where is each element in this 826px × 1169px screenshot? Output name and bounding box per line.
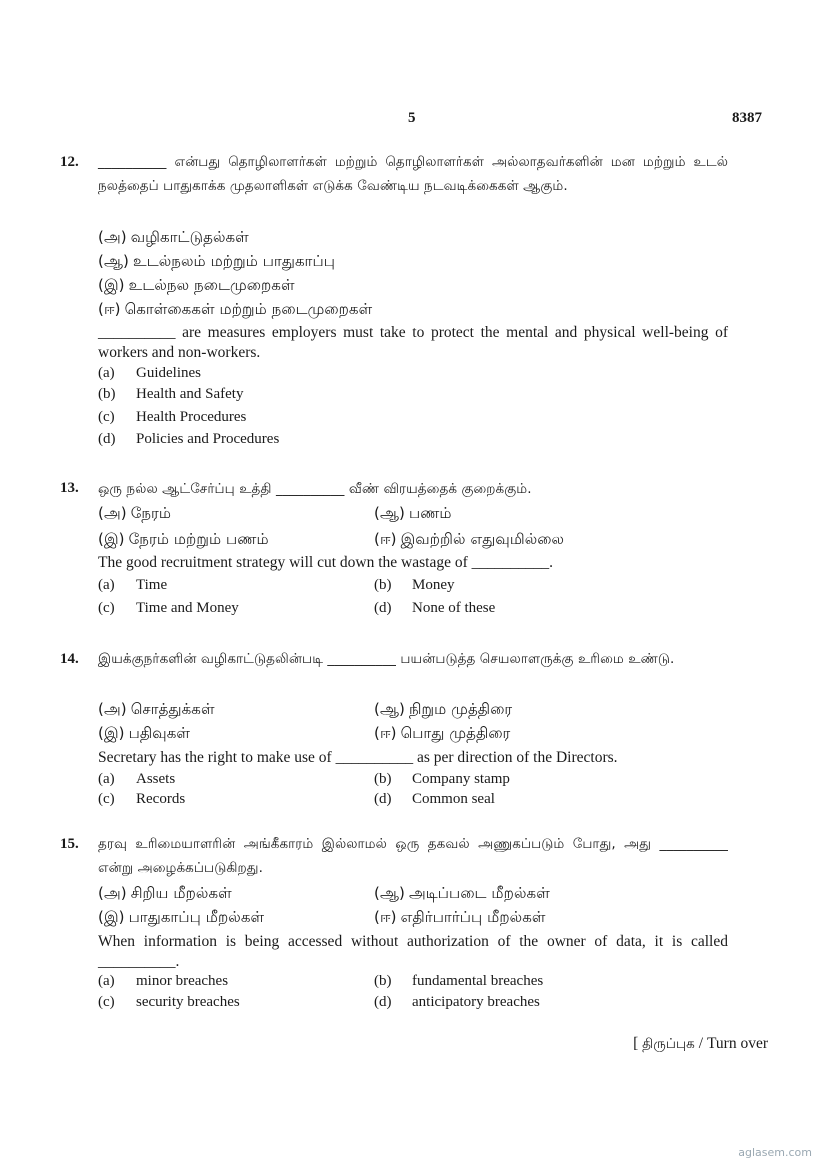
option-tamil (98, 700, 215, 720)
option-english (98, 431, 279, 448)
option-label: (a) (98, 771, 115, 787)
option-label: (c) (98, 409, 115, 425)
option-tamil (98, 504, 171, 524)
option-label: (அ) (98, 884, 127, 902)
option-tamil (98, 530, 269, 550)
option-label: (அ) (98, 504, 127, 522)
option-tamil (374, 884, 550, 904)
option-english (374, 577, 455, 594)
option-text: பாதுகாப்பு மீறல்கள் (128, 908, 265, 926)
option-text: சிறிய மீறல்கள் (130, 884, 232, 902)
option-tamil (374, 530, 564, 550)
option-tamil (98, 228, 249, 248)
question-text-tamil: தரவு உரிமையாளரின் அங்கீகாரம் இல்லாமல் ஒரு தகவல் அணுகப்படும் போது, அது __________ என்று அழைக்கப்படுகிறது. (98, 836, 728, 876)
option-text: உடல்நலம் மற்றும் பாதுகாப்பு (132, 252, 336, 270)
question-text-tamil: ஒரு நல்ல ஆட்சேர்ப்பு உத்தி __________ வீண் விரயத்தைக் குறைக்கும். (98, 481, 532, 497)
option-tamil (374, 908, 546, 928)
option-label: (ஈ) (374, 530, 397, 548)
option-tamil (98, 908, 264, 928)
option-text: அடிப்படை மீறல்கள் (408, 884, 550, 902)
question-text-english: Secretary has the right to make use of __________ as per direction of the Directors. (98, 749, 618, 766)
option-tamil (98, 252, 335, 272)
option-label: (ஆ) (98, 252, 129, 270)
option-english (374, 791, 495, 808)
option-english (374, 771, 510, 788)
option-label: (d) (374, 791, 392, 807)
option-text: security breaches (136, 994, 240, 1010)
option-text: நேரம் மற்றும் பணம் (128, 530, 269, 548)
option-tamil (98, 276, 295, 296)
option-tamil (374, 504, 452, 524)
option-english (98, 973, 228, 990)
option-text: எதிர்பார்ப்பு மீறல்கள் (400, 908, 546, 926)
option-text: Money (412, 577, 455, 593)
option-label: (b) (374, 771, 392, 787)
option-label: (அ) (98, 700, 127, 718)
option-text: anticipatory breaches (412, 994, 540, 1010)
option-text: Assets (136, 771, 176, 787)
option-label: (a) (98, 365, 115, 381)
option-text: நிறும முத்திரை (408, 700, 513, 718)
option-text: Guidelines (136, 365, 201, 381)
turn-over-tamil: திருப்புக (642, 1036, 695, 1052)
option-label: (ஈ) (374, 724, 397, 742)
option-text: fundamental breaches (412, 973, 544, 989)
option-label: (ஈ) (374, 908, 397, 926)
option-text: Policies and Procedures (136, 431, 280, 447)
question-number: 13. (60, 480, 79, 496)
option-label: (ஆ) (374, 504, 405, 522)
option-label: (a) (98, 973, 115, 989)
option-text: Health Procedures (136, 409, 247, 425)
option-label: (ஈ) (98, 300, 121, 318)
option-english (374, 994, 540, 1011)
option-english (98, 365, 201, 382)
option-label: (ஆ) (374, 884, 405, 902)
option-tamil (98, 884, 232, 904)
option-english (98, 994, 240, 1011)
turn-over-separator: / (698, 1035, 704, 1052)
option-label: (b) (98, 386, 116, 402)
turn-over-bracket: [ (633, 1035, 639, 1052)
option-label: (a) (98, 577, 115, 593)
option-label: (b) (374, 577, 392, 593)
watermark: aglasem.com (738, 1146, 812, 1159)
option-text: கொள்கைகள் மற்றும் நடைமுறைகள் (124, 300, 373, 318)
option-text: Health and Safety (136, 386, 244, 402)
question-text-tamil: இயக்குநர்களின் வழிகாட்டுதலின்படி __________ பயன்படுத்த செயலாளருக்கு உரிமை உண்டு. (98, 651, 675, 667)
option-label: (d) (374, 994, 392, 1010)
option-tamil (374, 700, 512, 720)
option-label: (இ) (98, 530, 125, 548)
turn-over-note (633, 1035, 768, 1054)
option-label: (d) (98, 431, 116, 447)
option-english (374, 600, 495, 617)
option-label: (c) (98, 600, 115, 616)
question-number: 12. (60, 154, 79, 170)
question-number: 14. (60, 651, 79, 667)
question-text-english: __________ are measures employers must take to protect the mental and physical well-being of workers and non-workers. (98, 324, 728, 361)
option-text: Time and Money (136, 600, 239, 616)
option-text: பொது முத்திரை (400, 724, 511, 742)
option-english (98, 600, 239, 617)
option-tamil (98, 724, 190, 744)
option-english (98, 771, 175, 788)
question-number: 15. (60, 836, 79, 852)
option-label: (இ) (98, 724, 125, 742)
option-label: (அ) (98, 228, 127, 246)
option-label: (b) (374, 973, 392, 989)
option-english (374, 973, 543, 990)
option-label: (ஆ) (374, 700, 405, 718)
question-text-english: When information is being accessed without authorization of the owner of data, it is called __________. (98, 933, 728, 970)
option-text: None of these (412, 600, 496, 616)
option-label: (c) (98, 994, 115, 1010)
option-text: minor breaches (136, 973, 229, 989)
option-text: நேரம் (130, 504, 172, 522)
paper-code: 8387 (732, 110, 762, 126)
option-text: Time (136, 577, 168, 593)
option-tamil (98, 300, 372, 320)
turn-over-english: Turn over (706, 1035, 768, 1052)
option-english (98, 386, 243, 403)
option-text: சொத்துக்கள் (130, 700, 215, 718)
option-label: (d) (374, 600, 392, 616)
option-label: (c) (98, 791, 115, 807)
question-text-tamil: __________ என்பது தொழிலாளர்கள் மற்றும் தொழிலாளர்கள் அல்லாதவர்களின் மன மற்றும் உடல் நலத்தைப் பாதுகாக்க முதலாளிகள் எடுக்க வேண்டிய நடவடிக்கைகள் ஆகும். (98, 154, 728, 194)
option-text: Records (136, 791, 186, 807)
option-text: இவற்றில் எதுவுமில்லை (400, 530, 565, 548)
option-label: (இ) (98, 908, 125, 926)
option-text: பதிவுகள் (128, 724, 191, 742)
option-text: வழிகாட்டுதல்கள் (130, 228, 249, 246)
option-tamil (374, 724, 510, 744)
option-text: Company stamp (412, 771, 510, 787)
option-text: உடல்நல நடைமுறைகள் (128, 276, 295, 294)
option-text: Common seal (412, 791, 495, 807)
option-english (98, 577, 167, 594)
option-label: (இ) (98, 276, 125, 294)
option-english (98, 409, 246, 426)
option-english (98, 791, 185, 808)
page-number: 5 (408, 110, 416, 126)
question-text-english: The good recruitment strategy will cut down the wastage of __________. (98, 554, 553, 571)
option-text: பணம் (408, 504, 452, 522)
